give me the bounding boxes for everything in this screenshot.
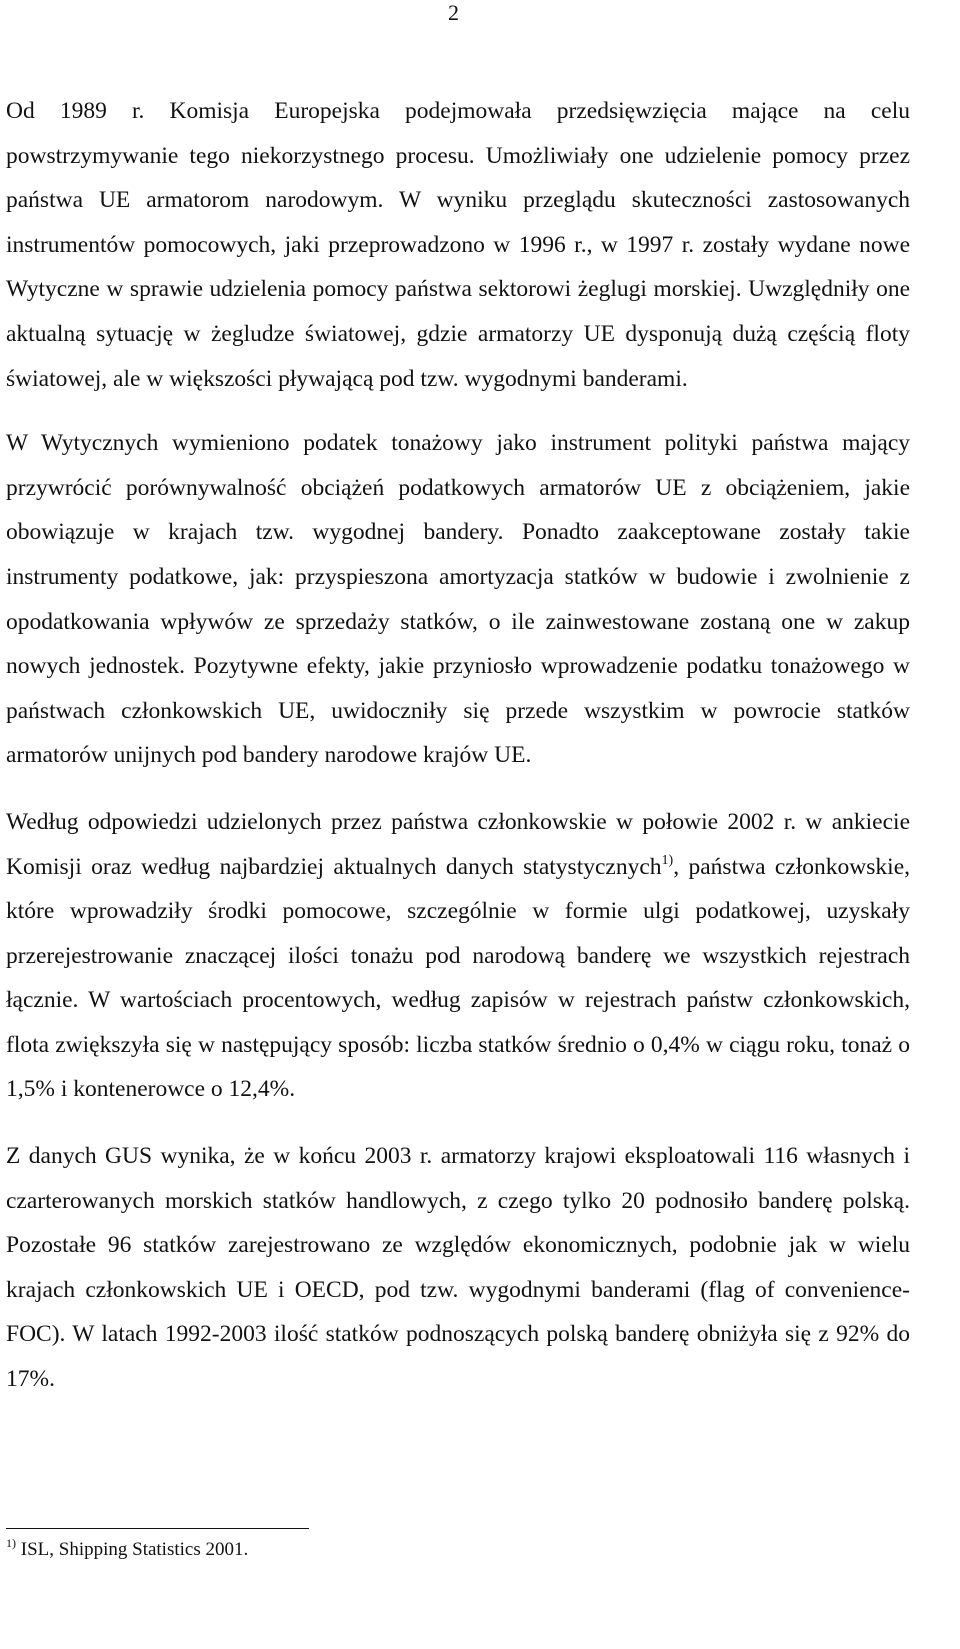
footnote-mark: 1) — [6, 1536, 16, 1550]
body-text — [6, 89, 910, 1424]
paragraph-3-text-before-note: Według odpowiedzi udzielonych przez państwa członkowskie w połowie 2002 r. w ankiecie Komisji oraz według najbardziej aktualnych danych statystycznych — [6, 808, 910, 880]
footnote — [6, 1537, 248, 1563]
paragraph-3-text-after-note: , państwa członkowskie, które wprowadziły środki pomocowe, szczególnie w formie ulgi podatkowej, uzyskały przerejestrowanie znaczącej ilości tonażu pod narodową banderę we wszystkich rejestrach łącznie. W wartościach procentowych, według zapisów w rejestrach państw członkowskich, flota zwiększyła się w następujący sposób: liczba statków średnio o 0,4% w ciągu roku, tonaż o 1,5% i kontenerowce o 12,4%. — [6, 853, 910, 1103]
page-number: 2 — [448, 0, 459, 25]
footnote-reference: 1) — [661, 852, 674, 868]
paragraph-4: Z danych GUS wynika, że w końcu 2003 r. armatorzy krajowi eksploatowali 116 własnych i czarterowanych morskich statków handlowych, z czego tylko 20 podnosiło banderę polską. Pozostałe 96 statków zarejestrowano ze względów ekonomicznych, podobnie jak w wielu krajach członkowskich UE i OECD, pod tzw. wygodnymi banderami (flag of convenience-FOC). W latach 1992-2003 ilość statków podnoszących polską banderę obniżyła się z 92% do 17%. — [6, 1143, 910, 1393]
paragraph-2: W Wytycznych wymieniono podatek tonażowy jako instrument polityki państwa mający przywrócić porównywalność obciążeń podatkowych armatorów UE z obciążeniem, jakie obowiązuje w krajach tzw. wygodnej bandery. Ponadto zaakceptowane zostały takie instrumenty podatkowe, jak: przyspieszona amortyzacja statków w budowie i zwolnienie z opodatkowania wpływów ze sprzedaży statków, o ile zainwestowane zostaną one w zakup nowych jednostek. Pozytywne efekty, jakie przyniosło wprowadzenie podatku tonażowego w państwach członkowskich UE, uwidoczniły się przede wszystkim w powrocie statków armatorów unijnych pod bandery narodowe krajów UE. — [6, 430, 910, 769]
paragraph-3 — [6, 800, 910, 1112]
footnote-text: ISL, Shipping Statistics 2001. — [16, 1539, 249, 1560]
footnote-divider — [6, 1528, 309, 1529]
paragraph-1: Od 1989 r. Komisja Europejska podejmowała przedsięwzięcia mające na celu powstrzymywanie tego niekorzystnego procesu. Umożliwiały one udzielenie pomocy przez państwa UE armatorom narodowym. W wyniku przeglądu skuteczności zastosowanych instrumentów pomocowych, jaki przeprowadzono w 1996 r., w 1997 r. zostały wydane nowe Wytyczne w sprawie udzielenia pomocy państwa sektorowi żeglugi morskiej. Uwzględniły one aktualną sytuację w żegludze światowej, gdzie armatorzy UE dysponują dużą częścią floty światowej, ale w większości pływającą pod tzw. wygodnymi banderami. — [6, 98, 910, 392]
